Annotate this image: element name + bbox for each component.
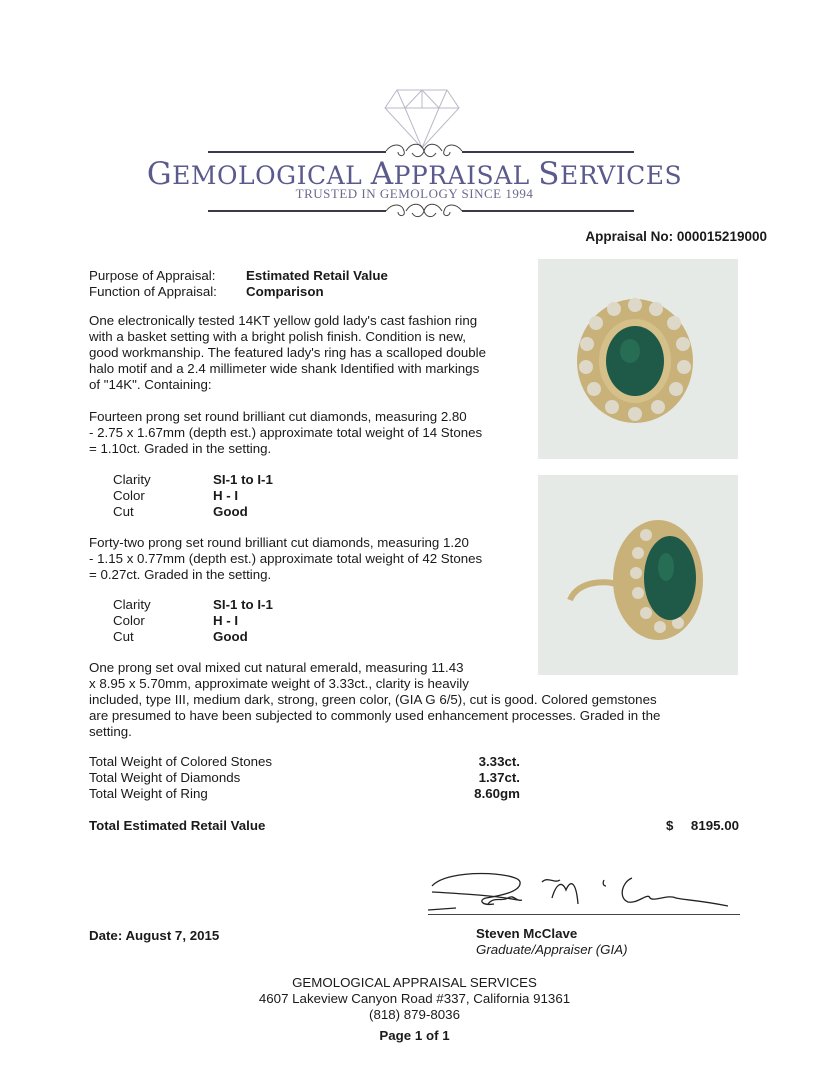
grade-value: SI-1 to I-1 H - I Good [213,597,273,644]
totals-labels: Total Weight of Colored Stones Total Weight of Diamonds Total Weight of Ring [89,754,273,801]
ring-side-view-photo [538,475,738,675]
diamond-group-2-description: Forty-two prong set round brilliant cut diamonds, measuring 1.20 - 1.15 x 0.77mm (depth est.) approximate total weight of 42 Stones = 0.27ct. Graded in the setting. [89,535,483,582]
brand-tagline: TRUSTED IN GEMOLOGY SINCE 1994 [295,186,534,201]
function-label: Function of Appraisal: [89,284,217,299]
retail-value: 8195.00 [690,818,739,833]
retail-currency: $ [666,818,674,833]
diamond-group-1-description: Fourteen prong set round brilliant cut diamonds, measuring 2.80 - 2.75 x 1.67mm (depth est.) approximate total weight of 14 Stones = 1.10ct. Graded in the setting. [89,409,483,456]
appraiser-name: Steven McClave [476,926,578,941]
header-rule-top-right [462,151,634,153]
header-rule-top-left [208,151,386,153]
purpose-value: Estimated Retail Value [246,268,388,283]
signature-line [428,914,740,915]
purpose-label: Purpose of Appraisal: [89,268,216,283]
header-rule-bottom-left [208,210,386,212]
scroll-ornament-icon [384,201,464,221]
footer-address-block: GEMOLOGICAL APPRAISAL SERVICES 4607 Lakeview Canyon Road #337, California 91361 (818) 879-8036 [258,975,571,1022]
grade-value: SI-1 to I-1 H - I Good [213,472,273,519]
emerald-description: One prong set oval mixed cut natural emerald, measuring 11.43 x 8.95 x 5.70mm, approximate weight of 3.33ct., clarity is heavily included, type III, medium dark, strong, green color, (GIA G 6/5), cut is good. Colored gemstones are presumed to have been subjected to commonly used enhancement processes. Graded in the setting. [89,660,661,739]
grade-label: Clarity Color Cut [113,472,151,519]
appraisal-date: Date: August 7, 2015 [89,928,220,943]
grade-label: Clarity Color Cut [113,597,151,644]
brand-title: GEMOLOGICAL APPRAISAL SERVICES [146,156,683,192]
signature-image [428,866,740,916]
totals-values: 3.33ct. 1.37ct. 8.60gm [474,754,520,801]
retail-value-label: Total Estimated Retail Value [89,818,266,833]
page-number: Page 1 of 1 [379,1028,450,1043]
function-value: Comparison [246,284,324,299]
appraiser-title: Graduate/Appraiser (GIA) [476,942,628,957]
ring-description: One electronically tested 14KT yellow gold lady's cast fashion ring with a basket setting with a bright polish finish. Condition is new, good workmanship. The featured lady's ring has a scalloped double halo motif and a 2.4 millimeter wide shank Identified with markings of "14K". Containing: [89,313,487,392]
header-rule-bottom-right [462,210,634,212]
ring-top-view-photo [538,259,738,459]
appraisal-number: Appraisal No: 000015219000 [585,229,767,244]
